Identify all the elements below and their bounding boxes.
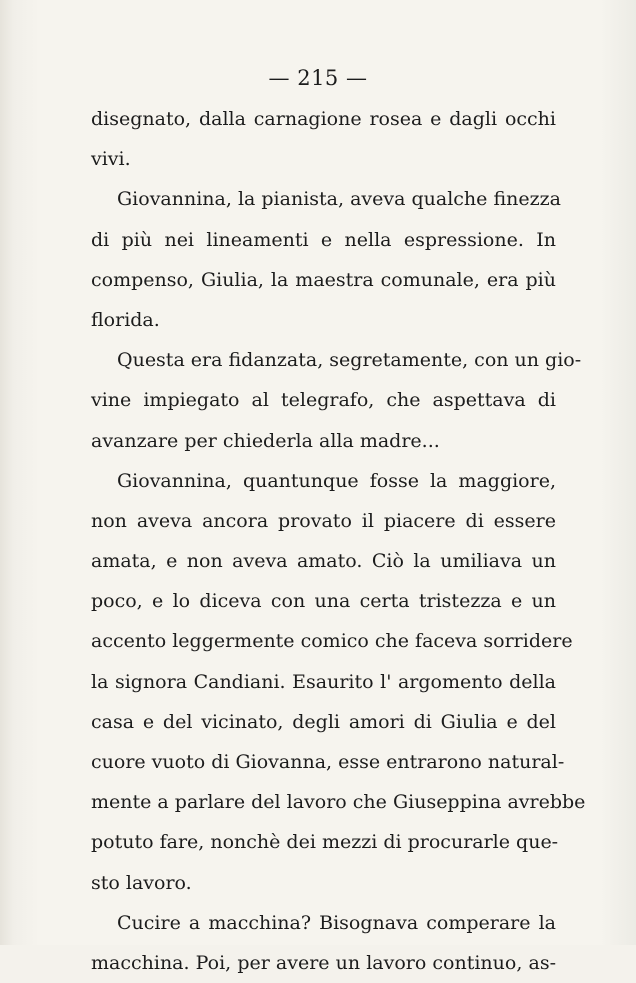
text-line: casa e del vicinato, degli amori di Giulia e del: [91, 710, 556, 733]
text-line: disegnato, dalla carnagione rosea e dagli occhi: [91, 108, 556, 130]
text-line: potuto fare, nonchè dei mezzi di procurarle que-: [91, 831, 559, 854]
text-line: florida.: [91, 308, 160, 331]
text-line: cuore vuoto di Giovanna, esse entrarono natural-: [91, 751, 565, 773]
body-text: [91, 99, 586, 983]
text-line: accento leggermente comico che faceva sorridere: [91, 630, 573, 653]
text-line: di più nei lineamenti e nella espressione. In: [91, 228, 556, 251]
text-line: sto lavoro.: [91, 871, 192, 894]
text-line: vine impiegato al telegrafo, che aspettava di: [91, 389, 556, 412]
text-line: mente a parlare del lavoro che Giuseppina avrebbe: [91, 791, 586, 814]
paragraph-start-line: Cucire a macchina? Bisognava comperare la: [117, 911, 556, 934]
page-number: — 215 —: [268, 66, 368, 90]
text-line: compenso, Giulia, la maestra comunale, era più: [91, 268, 556, 291]
paragraph-start-line: Giovannina, quantunque fosse la maggiore,: [117, 469, 556, 492]
text-line: avanzare per chiederla alla madre...: [91, 429, 440, 452]
text-line: la signora Candiani. Esaurito l' argomento della: [91, 670, 556, 693]
text-line: poco, e lo diceva con una certa tristezza e un: [91, 590, 556, 613]
text-line: amata, e non aveva amato. Ciò la umiliava un: [91, 550, 556, 573]
paragraph-start-line: Questa era fidanzata, segretamente, con un gio-: [117, 349, 582, 372]
text-line: vivi.: [91, 148, 131, 171]
text-line: macchina. Poi, per avere un lavoro continuo, as-: [91, 951, 556, 974]
paragraph-start-line: Giovannina, la pianista, aveva qualche finezza: [117, 188, 561, 211]
text-line: non aveva ancora provato il piacere di essere: [91, 509, 556, 532]
